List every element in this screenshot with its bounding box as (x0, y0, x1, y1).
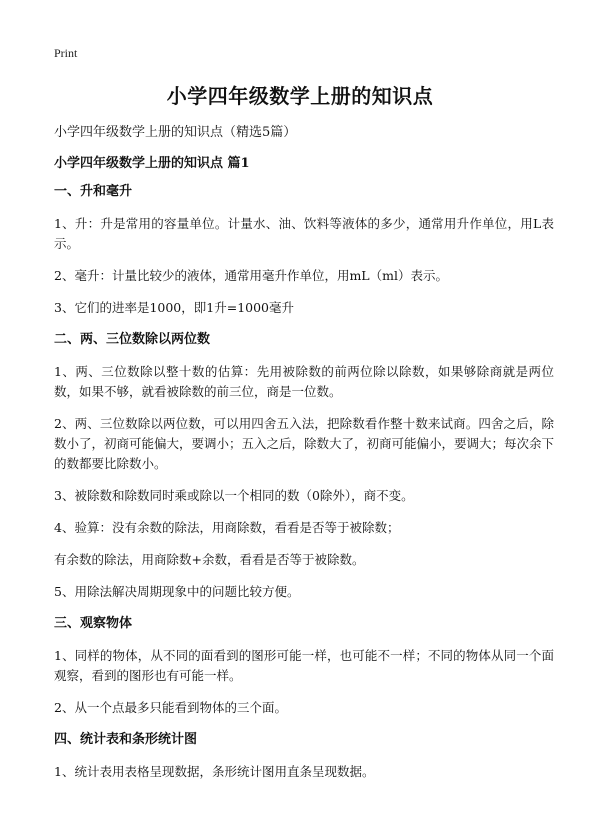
paragraph: 5、用除法解决周期现象中的问题比较方便。 (54, 584, 300, 599)
part-heading: 小学四年级数学上册的知识点 篇1 (54, 156, 250, 171)
article-body (54, 182, 554, 794)
paragraph: 1、统计表用表格呈现数据，条形统计图用直条呈现数据。 (54, 764, 375, 779)
paragraph: 1、升：升是常用的容量单位。计量水、油、饮料等液体的多少，通常用升作单位，用L表示。 (54, 216, 554, 251)
section-heading: 四、统计表和条形统计图 (54, 732, 198, 747)
paragraph: 3、被除数和除数同时乘或除以一个相同的数（0除外），商不变。 (54, 488, 414, 503)
paragraph: 4、验算：没有余数的除法，用商除数，看看是否等于被除数； (54, 520, 400, 535)
section-heading: 一、升和毫升 (54, 184, 133, 199)
page-subtitle: 小学四年级数学上册的知识点（精选5篇） (54, 125, 297, 140)
section-heading: 二、两、三位数除以两位数 (54, 332, 211, 347)
print-link[interactable]: Print (54, 46, 78, 60)
paragraph: 3、它们的进率是1000，即1升=1000毫升 (54, 300, 295, 315)
paragraph: 2、两、三位数除以两位数，可以用四舍五入法，把除数看作整十数来试商。四舍之后，除数小了，初商可能偏大，要调小；五入之后，除数大了，初商可能偏小，要调大；每次余下的数都要比除数小。 (54, 416, 555, 471)
paragraph: 1、两、三位数除以整十数的估算：先用被除数的前两位除以除数，如果够除商就是两位数，如果不够，就看被除数的前三位，商是一位数。 (54, 364, 554, 399)
paragraph: 2、从一个点最多只能看到物体的三个面。 (54, 700, 287, 715)
paragraph: 2、毫升：计量比较少的液体，通常用毫升作单位，用mL（ml）表示。 (54, 268, 448, 283)
paragraph: 1、同样的物体，从不同的面看到的图形可能一样，也可能不一样；不同的物体从同一个面观察，看到的图形也有可能一样。 (54, 648, 554, 683)
page-title: 小学四年级数学上册的知识点 (166, 84, 434, 108)
section-heading: 三、观察物体 (54, 616, 133, 631)
paragraph: 有余数的除法，用商除数+余数，看看是否等于被除数。 (54, 552, 365, 567)
